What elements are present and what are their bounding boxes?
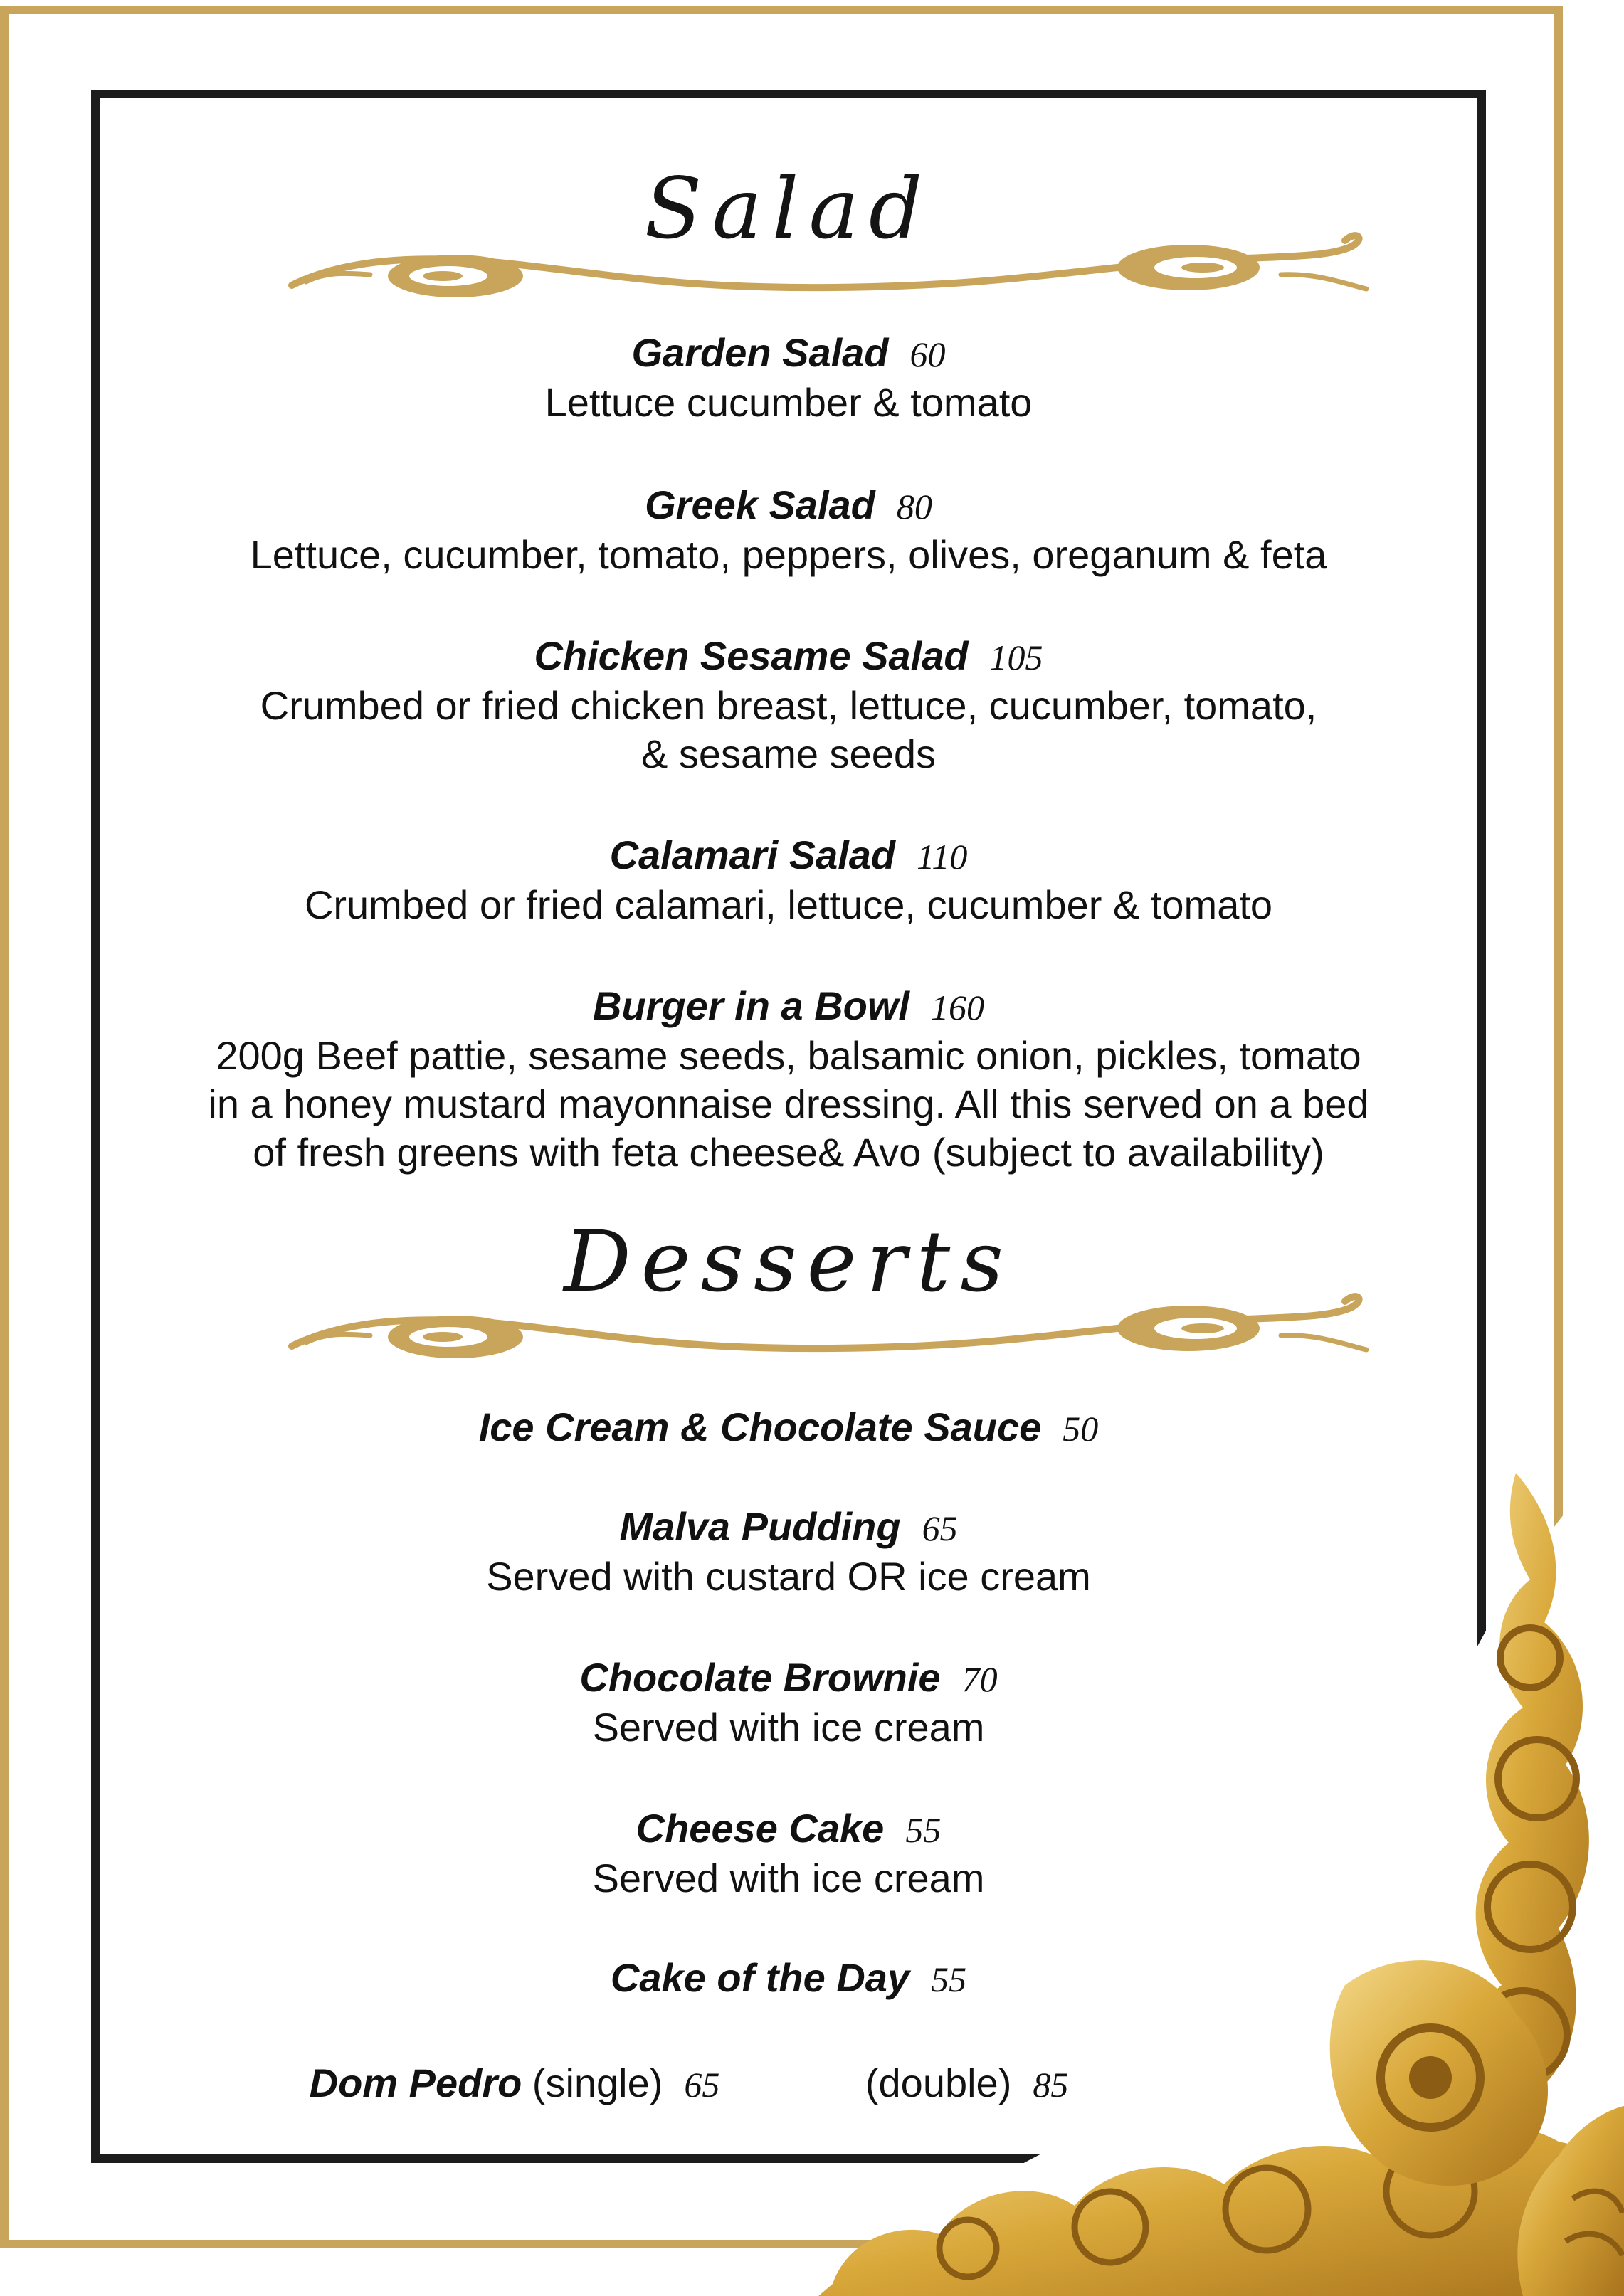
item-name: Burger in a Bowl — [593, 983, 909, 1028]
double-price: 85 — [1033, 2065, 1069, 2105]
item-price: 50 — [1063, 1409, 1099, 1449]
item-description-line-2: & sesame seeds — [641, 731, 936, 776]
item-name: Greek Salad — [645, 482, 875, 527]
item-name: Chicken Sesame Salad — [534, 633, 969, 678]
item-name: Dom Pedro — [309, 2060, 522, 2105]
item-name: Ice Cream & Chocolate Sauce — [478, 1404, 1042, 1449]
item-name: Calamari Salad — [609, 832, 896, 877]
item-description-line-1: Crumbed or fried chicken breast, lettuce, cucumber, tomato, — [260, 683, 1317, 728]
item-price: 65 — [922, 1508, 958, 1548]
item-price: 110 — [917, 837, 968, 877]
item-name: Cheese Cake — [636, 1806, 885, 1851]
item-price: 80 — [896, 487, 932, 527]
item-description-line-3: of fresh greens with feta cheese& Avo (subject to availability) — [253, 1130, 1324, 1175]
menu-item-garden-salad — [100, 327, 1477, 427]
item-description: Lettuce cucumber & tomato — [544, 380, 1033, 425]
menu-item-calamari-salad — [100, 830, 1477, 929]
gold-corner-ornament-icon — [804, 1444, 1624, 2296]
item-price: 160 — [930, 988, 984, 1027]
item-name: Malva Pudding — [619, 1504, 901, 1549]
salad-heading: Salad — [644, 159, 933, 258]
item-price: 70 — [961, 1659, 998, 1699]
item-price: 55 — [905, 1810, 942, 1850]
item-description: Served with ice cream — [592, 1705, 985, 1750]
item-name: Chocolate Brownie — [579, 1655, 941, 1700]
desserts-flourish-divider-icon — [285, 1289, 1381, 1375]
item-description: Served with ice cream — [592, 1856, 985, 1900]
desserts-heading: Desserts — [564, 1212, 1013, 1311]
menu-item-greek-salad — [100, 480, 1477, 579]
item-description: Served with custard OR ice cream — [486, 1554, 1091, 1599]
salad-flourish-divider-icon — [285, 232, 1381, 310]
menu-item-burger-in-a-bowl — [100, 980, 1477, 1177]
single-price: 65 — [684, 2065, 720, 2105]
single-label: (single) — [532, 2060, 663, 2105]
item-price: 105 — [989, 638, 1043, 677]
item-description: Crumbed or fried calamari, lettuce, cucumber & tomato — [304, 882, 1273, 927]
item-description-line-2: in a honey mustard mayonnaise dressing. All this served on a bed — [208, 1081, 1369, 1126]
item-description-line-1: 200g Beef pattie, sesame seeds, balsamic onion, pickles, tomato — [216, 1033, 1361, 1078]
item-name: Garden Salad — [631, 330, 889, 375]
item-description: Lettuce, cucumber, tomato, peppers, olives, oreganum & feta — [250, 532, 1327, 577]
item-price: 60 — [909, 334, 946, 374]
double-label: (double) — [865, 2060, 1012, 2105]
item-price: 55 — [931, 1959, 967, 1999]
menu-item-chicken-sesame-salad — [100, 630, 1477, 778]
item-name: Cake of the Day — [610, 1955, 910, 2000]
